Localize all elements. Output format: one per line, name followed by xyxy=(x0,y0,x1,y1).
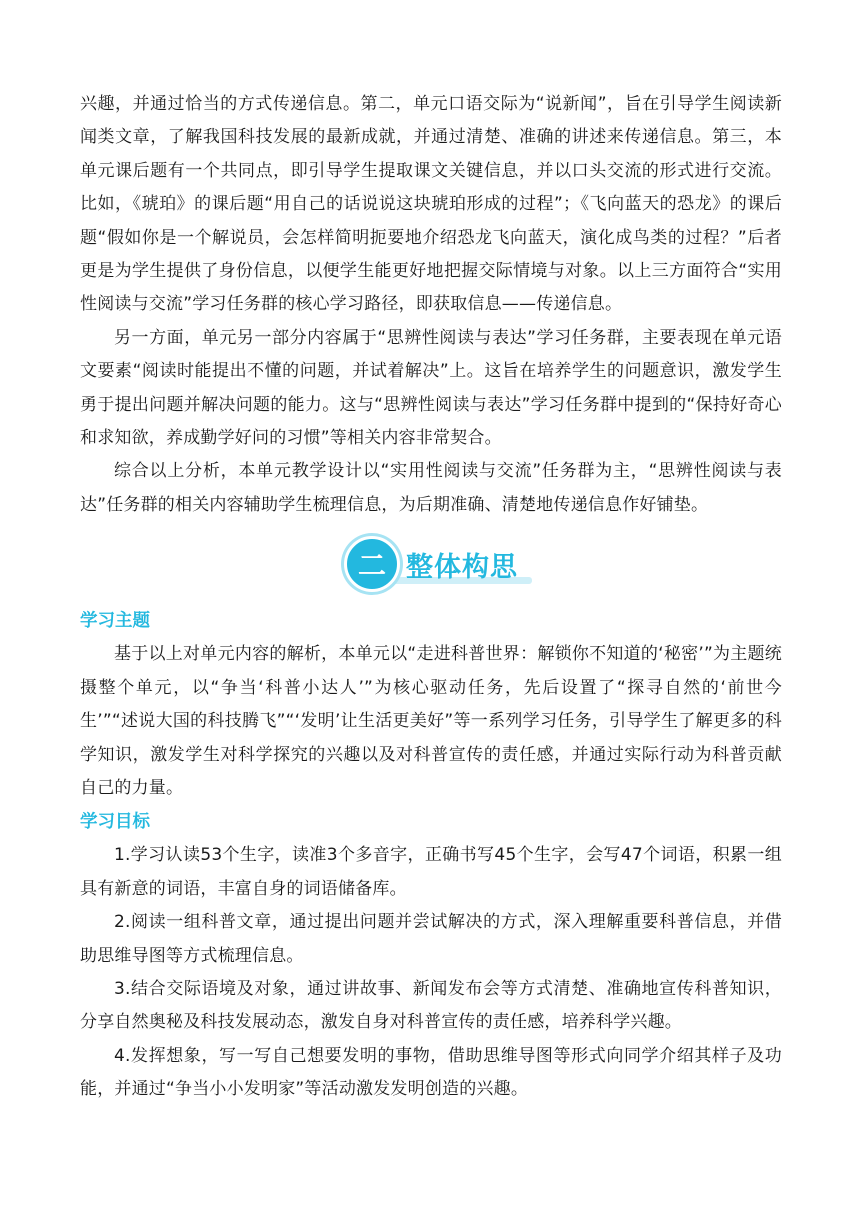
body-paragraph: 综合以上分析，本单元教学设计以“实用性阅读与交流”任务群为主，“思辨性阅读与表达”任务群的相关内容辅助学生梳理信息，为后期准确、清楚地传递信息作好铺垫。 xyxy=(80,461,782,515)
goals-heading: 学习目标 xyxy=(80,812,150,833)
goal-item: 2.阅读一组科普文章，通过提出问题并尝试解决的方式，深入理解重要科普信息，并借助思维导图等方式梳理信息。 xyxy=(80,912,782,966)
theme-paragraph: 基于以上对单元内容的解析，本单元以“走进科普世界：解锁你不知道的‘秘密’”为主题统摄整个单元，以“争当‘科普小达人’”为核心驱动任务，先后设置了“探寻自然的‘前世今生’”“述说大国的科技腾飞”“‘发明’让生活更美好”等一系列学习任务，引导学生了解更多的科学知识，激发学生对科学探究的兴趣以及对科普宣传的责任感，并通过实际行动为科普贡献自己的力量。 xyxy=(80,644,782,798)
section-number-circle: 二 xyxy=(344,536,400,592)
section-heading xyxy=(80,526,782,602)
document-page xyxy=(80,88,782,1107)
section-badge xyxy=(344,536,518,592)
goal-item: 3.结合交际语境及对象，通过讲故事、新闻发布会等方式清楚、准确地宣传科普知识，分享自然奥秘及科技发展动态，激发自身对科普宣传的责任感，培养科学兴趣。 xyxy=(80,978,782,1033)
goal-item: 4.发挥想象，写一写自己想要发明的事物，借助思维导图等形式向同学介绍其样子及功能，并通过“争当小小发明家”等活动激发发明创造的兴趣。 xyxy=(80,1045,782,1100)
goal-item: 1.学习认读53个生字，读准3个多音字，正确书写45个生字，会写47个词语，积累一组具有新意的词语，丰富自身的词语储备库。 xyxy=(80,845,782,899)
body-paragraph: 兴趣，并通过恰当的方式传递信息。第二，单元口语交际为“说新闻”，旨在引导学生阅读新闻类文章，了解我国科技发展的最新成就，并通过清楚、准确的讲述来传递信息。第三，本单元课后题有一个共同点，即引导学生提取课文关键信息，并以口头交流的形式进行交流。比如，《琥珀》的课后题“用自己的话说说这块琥珀形成的过程”；《飞向蓝天的恐龙》的课后题“假如你是一个解说员，会怎样简明扼要地介绍恐龙飞向蓝天，演化成鸟类的过程？”后者更是为学生提供了身份信息，以便学生能更好地把握交际情境与对象。以上三方面符合“实用性阅读与交流”学习任务群的核心学习路径，即获取信息——传递信息。 xyxy=(80,94,782,315)
theme-heading: 学习主题 xyxy=(80,611,150,632)
body-paragraph: 另一方面，单元另一部分内容属于“思辨性阅读与表达”学习任务群，主要表现在单元语文要素“阅读时能提出不懂的问题，并试着解决”上。这旨在培养学生的问题意识，激发学生勇于提出问题并解决问题的能力。这与“思辨性阅读与表达”学习任务群中提到的“保持好奇心和求知欲，养成勤学好问的习惯”等相关内容非常契合。 xyxy=(80,327,782,449)
section-title: 整体构思 xyxy=(406,551,518,583)
